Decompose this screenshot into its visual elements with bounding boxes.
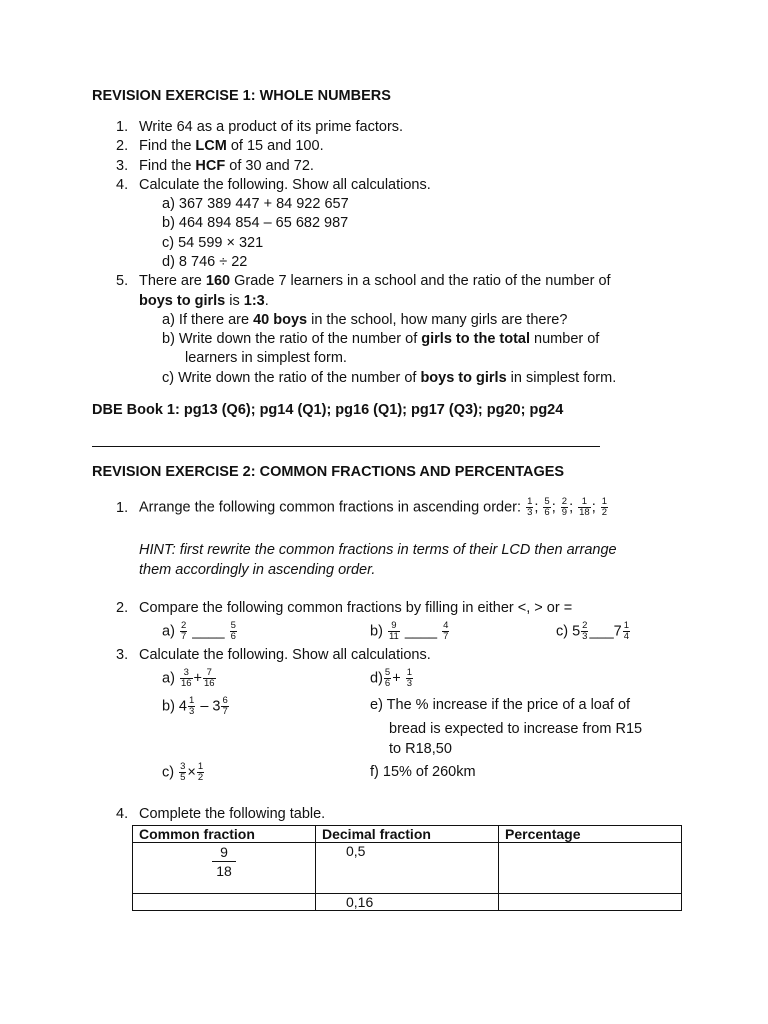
ex2-q2b: b) $\frac{9}{11}$ ____ $\frac{4}{7}$ — [370, 620, 449, 642]
table-cell-common-fraction[interactable] — [133, 894, 316, 911]
q-number: 4. — [116, 177, 129, 193]
ex1-q4d: d) 8 746 ÷ 22 — [162, 254, 248, 270]
fraction-5-6: $\frac{5}{6}$ — [544, 496, 550, 518]
ex2-q3b: b) 4 $\frac{1}{3}$ – 3 $\frac{6}{7}$ — [162, 695, 228, 717]
fraction: $\frac{5}{6}$ — [230, 620, 236, 642]
table-header: Decimal fraction — [316, 826, 499, 843]
fraction-9-18: $\frac{9}{18}$ — [212, 843, 236, 880]
ex2-question-3: Calculate the following. Show all calculations. — [139, 647, 431, 663]
exercise-2-title: REVISION EXERCISE 2: COMMON FRACTIONS AND PERCENTAGES — [92, 464, 565, 480]
fraction: $\frac{9}{11}$ — [388, 620, 399, 642]
ex2-q2a: a) $\frac{2}{7}$ ____ $\frac{5}{6}$ — [162, 620, 236, 642]
ex2-question-2: Compare the following common fractions by filling in either <, > or = — [139, 600, 573, 616]
fraction: $\frac{4}{7}$ — [443, 620, 449, 642]
fraction-1-2: $\frac{1}{2}$ — [601, 496, 608, 518]
table-cell-percentage[interactable] — [499, 894, 682, 911]
fraction: $\frac{3}{16}$ — [180, 667, 192, 689]
fraction: $\frac{1}{2}$ — [197, 761, 204, 783]
fraction: $\frac{2}{3}$ — [582, 620, 588, 642]
exercise-1-title: REVISION EXERCISE 1: WHOLE NUMBERS — [92, 88, 391, 104]
table-header-row — [133, 826, 682, 843]
ex1-question-4: Calculate the following. Show all calculations. — [139, 177, 431, 193]
q-number: 5. — [116, 273, 129, 289]
fraction: $\frac{1}{3}$ — [189, 695, 195, 717]
ex1-question-5: There are 160 Grade 7 learners in a school and the ratio of the number of — [139, 273, 611, 289]
q-number: 3. — [116, 158, 129, 174]
ex2-q2c: c) 5 $\frac{2}{3}$ ___7 $\frac{1}{4}$ — [556, 620, 630, 642]
hint-line-1: HINT: first rewrite the common fractions in terms of their LCD then arrange — [139, 542, 617, 558]
q-number: 2. — [116, 138, 129, 154]
table-cell-common-fraction — [133, 843, 316, 894]
q-number: 4. — [116, 806, 129, 822]
ex2-q3e-line2: bread is expected to increase from R15 — [389, 721, 643, 737]
ex1-q5b-line2: learners in simplest form. — [185, 350, 347, 366]
fraction: $\frac{6}{7}$ — [222, 695, 228, 717]
fraction: $\frac{3}{5}$ — [180, 761, 186, 783]
table-cell-percentage[interactable] — [499, 843, 682, 894]
fraction: $\frac{7}{16}$ — [203, 667, 215, 689]
ex1-question-1: Write 64 as a product of its prime factors. — [139, 119, 404, 135]
fraction: $\frac{5}{6}$ — [384, 667, 391, 689]
table-row — [133, 894, 682, 911]
ex2-question-1: Arrange the following common fractions in ascending order: $\frac{1}{3}$ ; $\frac{5}{6}$ ; $\frac{2}{9}$ ; $\frac{1}{18}$ ; $\frac{1}{2}$ — [139, 496, 608, 518]
table-header: Common fraction — [133, 826, 316, 843]
fraction-1-3: $\frac{1}{3}$ — [527, 496, 533, 518]
ex1-q4b: b) 464 894 854 – 65 682 987 — [162, 215, 349, 231]
ex2-q3e-line3: to R18,50 — [389, 741, 452, 757]
ex1-q5c: c) Write down the ratio of the number of boys to girls in simplest form. — [162, 370, 617, 386]
ex1-question-5-line2: boys to girls is 1:3. — [139, 293, 269, 309]
ex2-q3a: a) $\frac{3}{16}$ + $\frac{7}{16}$ — [162, 667, 215, 689]
ex2-q3c: c) $\frac{3}{5}$ × $\frac{1}{2}$ — [162, 761, 204, 783]
ex1-question-2: Find the LCM of 15 and 100. — [139, 138, 324, 154]
ex2-q3e-line1: e) The % increase if the price of a loaf of — [370, 697, 631, 713]
fraction: $\frac{1}{4}$ — [623, 620, 630, 642]
ex1-q5b: b) Write down the ratio of the number of girls to the total number of — [162, 331, 600, 347]
ex2-q3d: d) $\frac{5}{6}$ + $\frac{1}{3}$ — [370, 667, 412, 689]
fraction: $\frac{2}{7}$ — [180, 620, 187, 642]
table-row — [133, 843, 682, 894]
hint-line-2: them accordingly in ascending order. — [139, 562, 376, 578]
dbe-book-reference: DBE Book 1: pg13 (Q6); pg14 (Q1); pg16 (Q1); pg17 (Q3); pg20; pg24 — [92, 402, 564, 418]
fraction-1-18: $\frac{1}{18}$ — [579, 496, 590, 518]
table-cell-decimal: 0,5 — [316, 843, 499, 894]
ex2-question-4: Complete the following table. — [139, 806, 326, 822]
table-header: Percentage — [499, 826, 682, 843]
q-number: 2. — [116, 600, 129, 616]
fraction: $\frac{1}{3}$ — [406, 667, 412, 689]
q-number: 1. — [116, 119, 129, 135]
q-number: 3. — [116, 647, 129, 663]
ex1-q4a: a) 367 389 447 + 84 922 657 — [162, 196, 349, 212]
ex1-question-3: Find the HCF of 30 and 72. — [139, 158, 314, 174]
conversion-table — [132, 825, 682, 911]
table-cell-decimal: 0,16 — [316, 894, 499, 911]
fraction-2-9: $\frac{2}{9}$ — [561, 496, 568, 518]
ex2-q3f: f) 15% of 260km — [370, 764, 476, 780]
section-divider — [92, 446, 600, 447]
ex1-q5a: a) If there are 40 boys in the school, how many girls are there? — [162, 312, 568, 328]
ex1-q4c: c) 54 599 × 321 — [162, 235, 264, 251]
q-number: 1. — [116, 500, 129, 516]
